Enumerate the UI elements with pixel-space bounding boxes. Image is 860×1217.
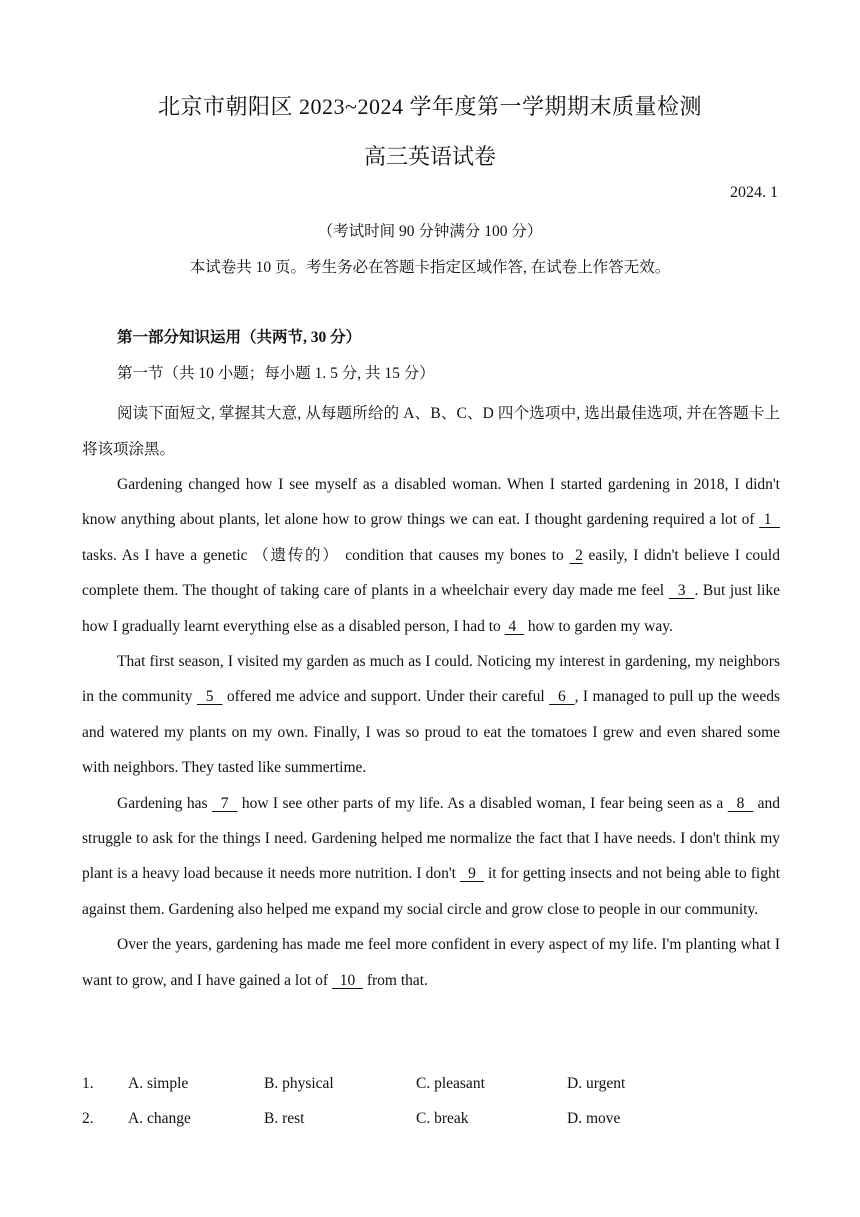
- passage-text: Gardening has: [117, 794, 212, 812]
- subsection-title: 第一节（共 10 小题；每小题 1. 5 分, 共 15 分）: [117, 365, 435, 382]
- option-d: D. urgent: [567, 1075, 626, 1092]
- blank-4: 4: [504, 617, 525, 635]
- blank-2: 2: [569, 546, 583, 564]
- exam-notice: 本试卷共 10 页。考生务必在答题卡指定区域作答, 在试卷上作答无效。: [189, 259, 671, 276]
- passage-paragraph-2: [82, 644, 780, 786]
- passage-text: easily, I didn't believe I could complete them. The thought of taking care of plants in a wheelchair every day made me feel: [82, 546, 780, 600]
- passage-text: . But just like how I gradually learnt everything else as a disabled person, I had to: [82, 582, 781, 635]
- option-c: C. break: [416, 1110, 469, 1128]
- blank-5: 5: [196, 688, 223, 706]
- exam-date: 2024. 1: [730, 184, 778, 201]
- blank-8: 8: [727, 794, 754, 812]
- blank-1: 1: [759, 511, 780, 529]
- passage-text: tasks. As I have a genetic （遗传的） condition that causes my bones to: [82, 546, 570, 564]
- passage-text: offered me advice and support. Under their careful: [222, 688, 550, 706]
- question-options: [82, 1066, 780, 1137]
- question-number: 1.: [82, 1075, 94, 1092]
- option-b: B. physical: [264, 1075, 334, 1092]
- passage-text: Gardening changed how I see myself as a disabled woman. When I started gardening in 2018, I didn't know anything about plants, let alone how to grow things we can eat. I thought gardening required a lot of: [82, 476, 780, 529]
- passage-text: how to garden my way.: [524, 617, 673, 635]
- passage-text: Over the years, gardening has made me feel more confident in every aspect of my life. I'm planting what I want to grow, and I have gained a lot of: [82, 936, 780, 989]
- option-a: A. simple: [128, 1075, 189, 1092]
- cloze-passage: [82, 467, 780, 998]
- instruction-text: 阅读下面短文, 掌握其大意, 从每题所给的 A、B、C、D 四个选项中, 选出最佳选项, 并在答题卡上将该项涂黑。: [82, 405, 780, 458]
- question-number: 2.: [82, 1110, 94, 1128]
- section-title: 第一部分知识运用（共两节, 30 分）: [117, 329, 362, 346]
- passage-paragraph-3: [82, 786, 780, 928]
- option-a: A. change: [128, 1110, 191, 1128]
- passage-text: , I managed to pull up the weeds and watered my plants on my own. Finally, I was so proud to eat the tomatoes I grew and even shared some with neighbors. They tasted like summertime.: [82, 688, 781, 777]
- exam-subtitle: 高三英语试卷: [363, 144, 496, 169]
- exam-time-note: （考试时间 90 分钟满分 100 分）: [317, 223, 543, 240]
- blank-6: 6: [549, 688, 575, 706]
- question-row-2: [82, 1101, 780, 1136]
- passage-text: That first season, I visited my garden as much as I could. Noticing my interest in gardening, my neighbors in the community: [82, 653, 780, 706]
- exam-title: 北京市朝阳区 2023~2024 学年度第一学期期末质量检测: [158, 94, 702, 119]
- passage-paragraph-4: [82, 927, 780, 998]
- passage-text: it for getting insects and not being able to fight against them. Gardening also helped me expand my social circle and grow close to people in our community.: [82, 865, 781, 918]
- blank-9: 9: [459, 865, 484, 883]
- blank-10: 10: [331, 971, 363, 989]
- option-d: D. move: [567, 1110, 621, 1128]
- passage-paragraph-1: [82, 467, 780, 644]
- blank-3: 3: [668, 582, 695, 600]
- question-row-1: [82, 1066, 780, 1101]
- blank-7: 7: [211, 794, 238, 812]
- option-b: B. rest: [264, 1110, 305, 1128]
- passage-text: and struggle to ask for the things I need. Gardening helped me normalize the fact that I have needs. I don't think my plant is a heavy load because it needs more nutrition. I don't: [82, 794, 781, 883]
- passage-text: how I see other parts of my life. As a disabled woman, I fear being seen as a: [237, 794, 728, 812]
- option-c: C. pleasant: [416, 1075, 485, 1092]
- passage-text: from that.: [362, 971, 428, 989]
